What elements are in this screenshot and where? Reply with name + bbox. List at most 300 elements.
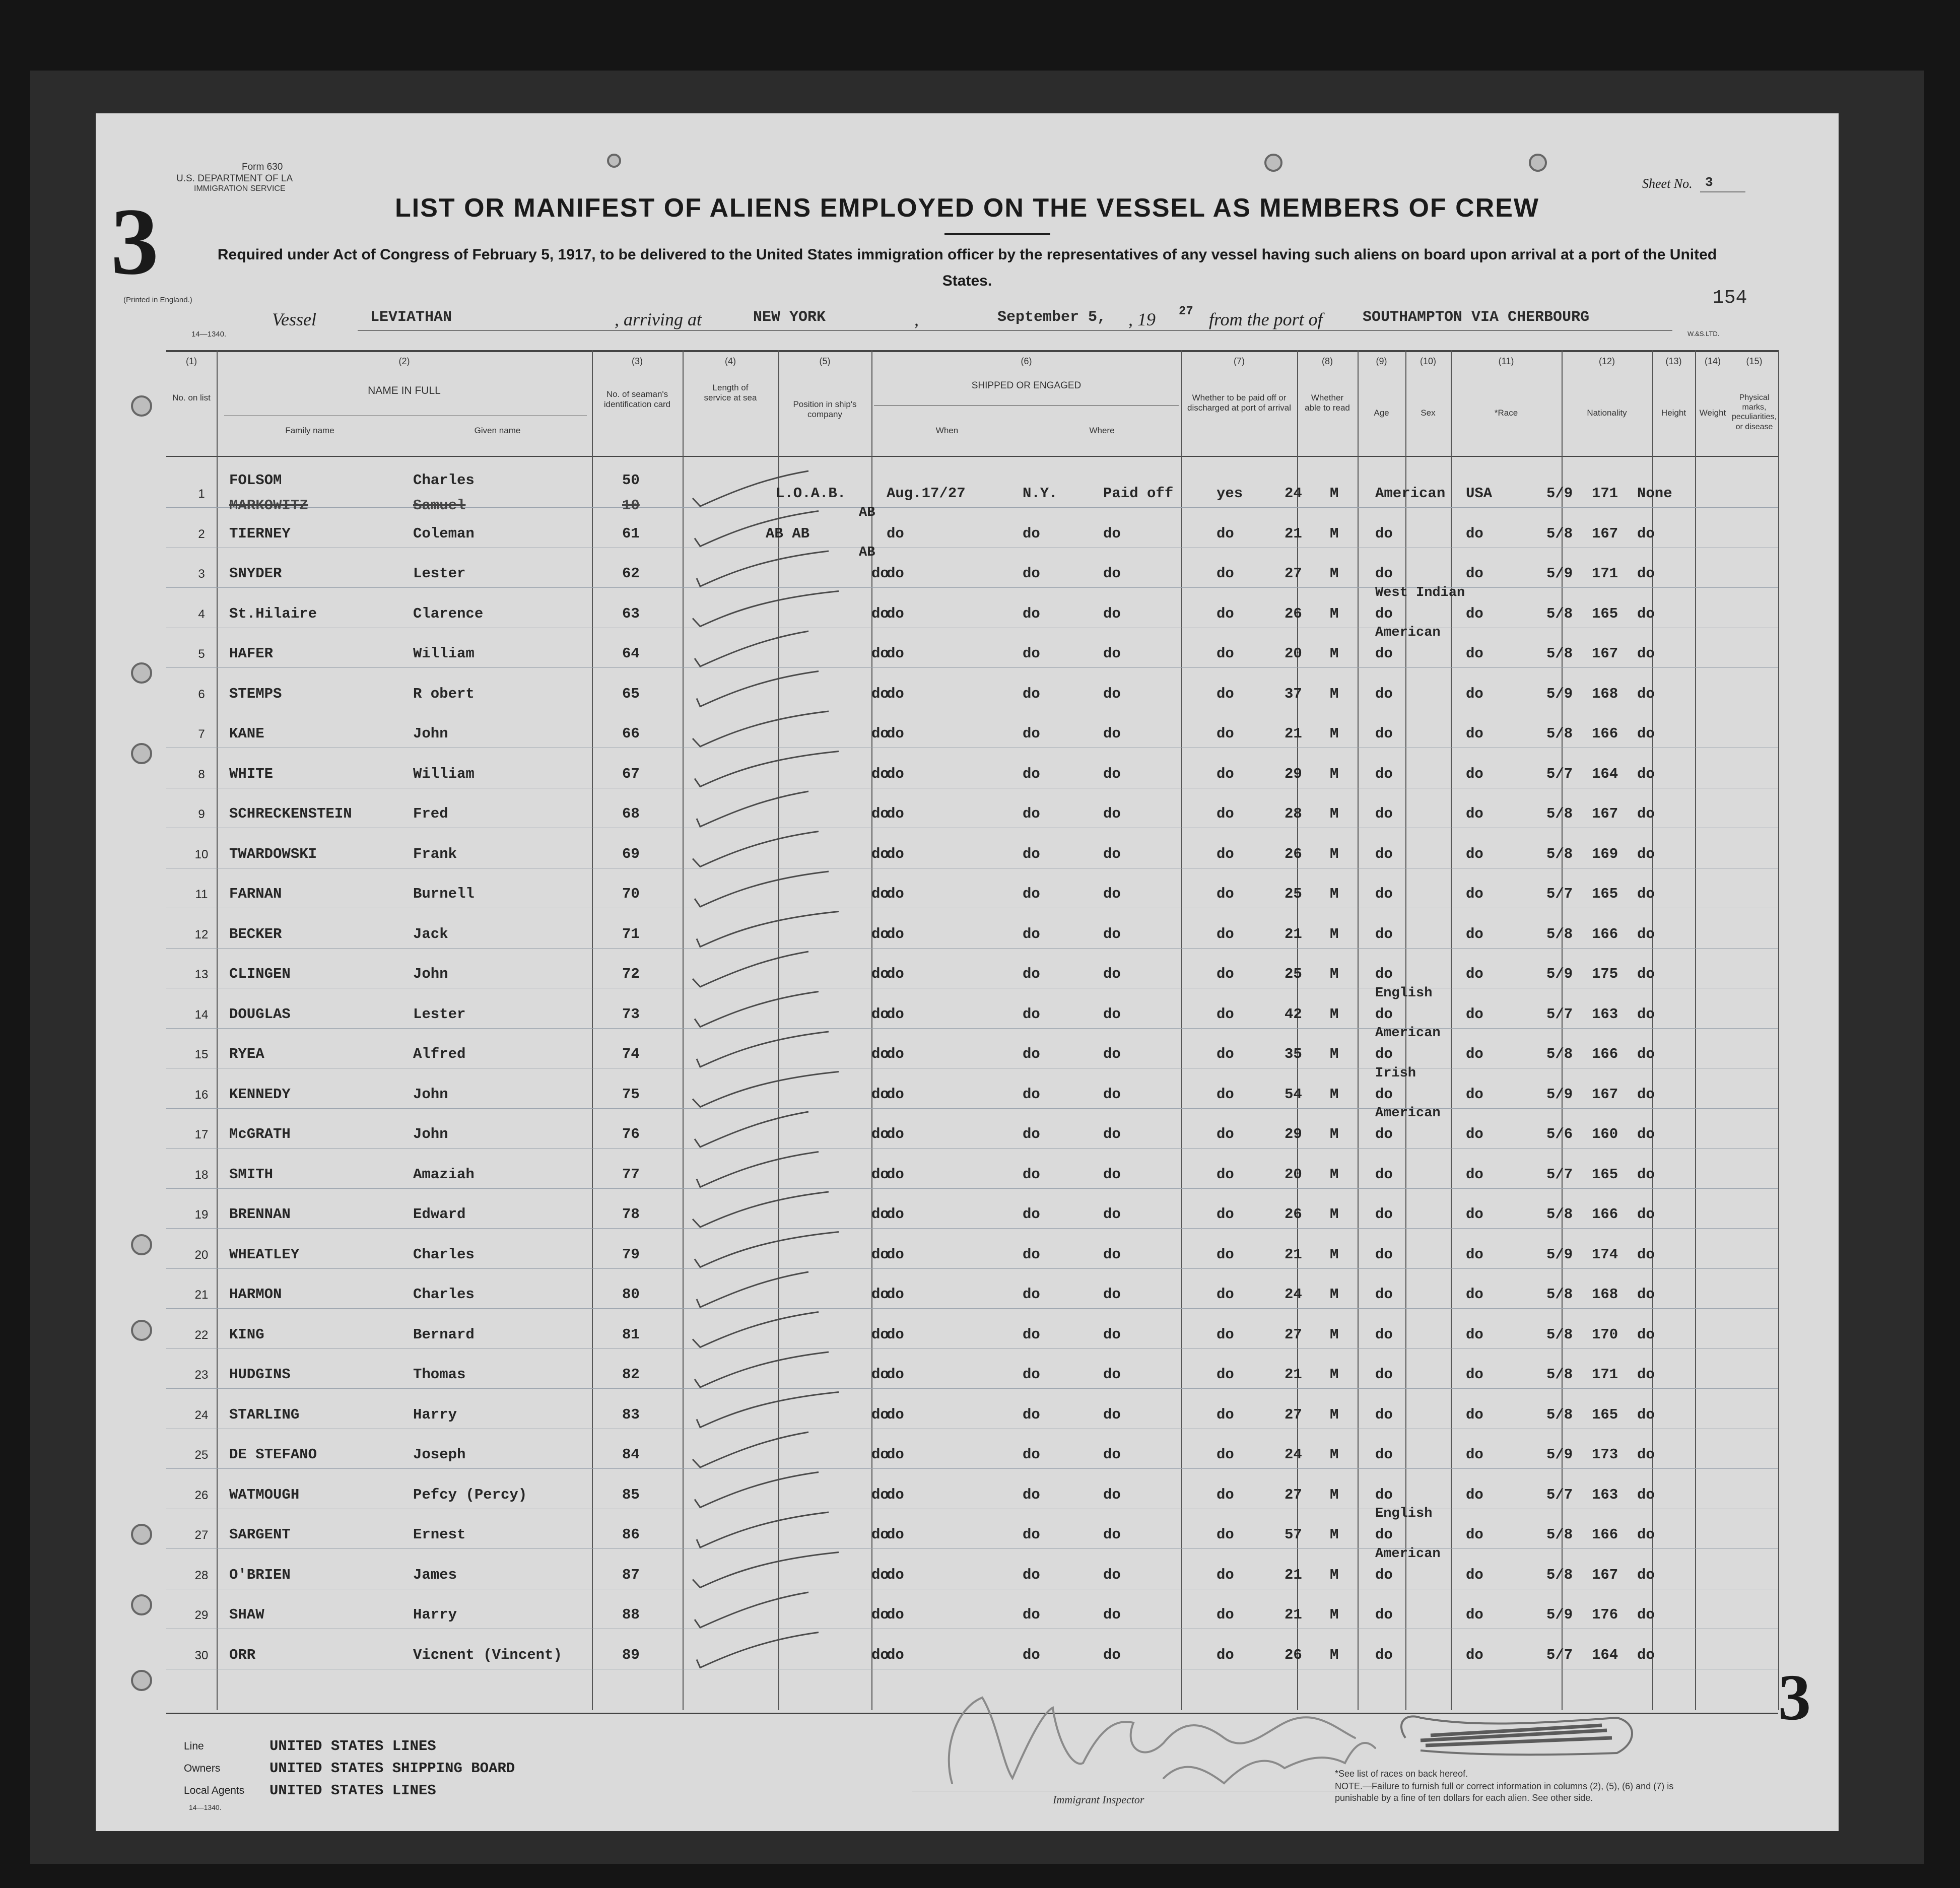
cell-id-card: 87 bbox=[622, 1566, 640, 1583]
vessel-label: Vessel bbox=[272, 309, 316, 329]
cell-position: do bbox=[871, 1046, 889, 1062]
cell-position: do bbox=[871, 565, 889, 582]
cell-no: 4 bbox=[198, 607, 205, 621]
cell-when: do bbox=[887, 1286, 904, 1303]
cell-paid-off: do bbox=[1103, 845, 1121, 862]
cell-no: 24 bbox=[194, 1408, 209, 1422]
cell-where: do bbox=[1023, 725, 1040, 742]
print-code: 14—1340. bbox=[191, 330, 227, 339]
col-header-height: Height bbox=[1661, 408, 1686, 418]
cell-family-name: STARLING bbox=[229, 1406, 300, 1423]
cell-marks: do bbox=[1637, 1286, 1655, 1303]
cell-position: do bbox=[871, 725, 889, 742]
row-rule bbox=[166, 1228, 1778, 1229]
cell-nationality: do bbox=[1466, 1646, 1483, 1663]
comma: , bbox=[914, 309, 919, 329]
check-mark bbox=[693, 1432, 808, 1467]
cell-marks: do bbox=[1637, 1606, 1655, 1623]
cell-position: do bbox=[871, 1366, 889, 1383]
cell-age: 21 bbox=[1285, 1606, 1302, 1623]
cell-marks: do bbox=[1637, 845, 1655, 862]
sheet-number-rule bbox=[1700, 191, 1745, 192]
cell-when: do bbox=[887, 565, 904, 582]
cell-no: 20 bbox=[194, 1248, 209, 1262]
cell-race: do bbox=[1375, 645, 1393, 662]
cell-nationality: do bbox=[1466, 966, 1483, 982]
cell-marks: do bbox=[1637, 1046, 1655, 1062]
cell-weight: 169 bbox=[1592, 845, 1618, 862]
punch-hole bbox=[131, 1670, 152, 1691]
year-suffix: 27 bbox=[1179, 305, 1193, 318]
cell-paid-off: do bbox=[1103, 925, 1121, 942]
cell-position: do bbox=[871, 1446, 889, 1463]
cell-no: 1 bbox=[198, 487, 205, 501]
cell-race: do bbox=[1375, 525, 1393, 542]
cell-read: do bbox=[1216, 1326, 1234, 1343]
col-num: (2) bbox=[398, 356, 410, 366]
cell-sex: M bbox=[1330, 1166, 1339, 1183]
cell-no: 18 bbox=[194, 1168, 209, 1182]
row-rule bbox=[166, 1188, 1778, 1189]
cell-read: do bbox=[1216, 685, 1234, 702]
cell-nationality: do bbox=[1466, 605, 1483, 622]
cell-nationality: do bbox=[1466, 925, 1483, 942]
check-mark bbox=[697, 1272, 808, 1307]
cell-age: 24 bbox=[1285, 1446, 1302, 1463]
cell-id-card: 64 bbox=[622, 645, 640, 662]
cell-race: do bbox=[1375, 886, 1393, 902]
col-num: (13) bbox=[1665, 356, 1682, 366]
cell-where: do bbox=[1023, 1086, 1040, 1103]
punch-hole bbox=[1264, 154, 1282, 172]
cell-read: do bbox=[1216, 1646, 1234, 1663]
col-divider bbox=[217, 350, 218, 1710]
cell-nationality: do bbox=[1466, 1326, 1483, 1343]
cell-paid-off: do bbox=[1103, 1246, 1121, 1263]
cell-sex: M bbox=[1330, 1126, 1339, 1142]
cell-paid-off: do bbox=[1103, 685, 1121, 702]
row-rule bbox=[166, 1028, 1778, 1029]
cell-height: 5/7 bbox=[1546, 1486, 1573, 1503]
cell-id-card: 84 bbox=[622, 1446, 640, 1463]
cell-height: 5/8 bbox=[1546, 605, 1573, 622]
cell-marks: do bbox=[1637, 966, 1655, 982]
cell-no: 2 bbox=[198, 527, 205, 541]
cell-position-annotation: AB bbox=[859, 505, 875, 520]
cell-where: do bbox=[1023, 765, 1040, 782]
cell-family-name: BRENNAN bbox=[229, 1206, 291, 1223]
penalty-note: NOTE.—Failure to furnish full or correct information in columns (2), (5), (6) and (7) is punishable by a fine of ten dollars for each alien. See other side. bbox=[1335, 1781, 1674, 1803]
cell-where: do bbox=[1023, 1446, 1040, 1463]
cell-weight: 166 bbox=[1592, 925, 1618, 942]
cell-age: 26 bbox=[1285, 1646, 1302, 1663]
cell-paid-off: do bbox=[1103, 805, 1121, 822]
cell-when: do bbox=[887, 1446, 904, 1463]
sheet-label: Sheet No. bbox=[1642, 176, 1693, 191]
check-mark bbox=[697, 1633, 819, 1668]
form-number: Form 630 bbox=[242, 162, 283, 172]
cell-when: do bbox=[887, 725, 904, 742]
cell-paid-off: do bbox=[1103, 765, 1121, 782]
cell-weight: 171 bbox=[1592, 485, 1618, 502]
vessel-name: LEVIATHAN bbox=[370, 309, 452, 326]
cell-read: do bbox=[1216, 1446, 1234, 1463]
cell-age: 27 bbox=[1285, 1326, 1302, 1343]
arriving-label: , arriving at bbox=[615, 309, 702, 329]
cell-position: do bbox=[871, 1246, 889, 1263]
check-mark bbox=[695, 1352, 829, 1387]
cell-sex: M bbox=[1330, 1446, 1339, 1463]
cell-given-name: Lester bbox=[413, 565, 466, 582]
check-mark bbox=[693, 832, 819, 867]
cell-age: 27 bbox=[1285, 565, 1302, 582]
cell-when: do bbox=[887, 1526, 904, 1543]
cell-race-annotation: American bbox=[1375, 625, 1441, 640]
cell-given-name: R obert bbox=[413, 685, 475, 702]
cell-id-card: 72 bbox=[622, 966, 640, 982]
cell-when: do bbox=[887, 605, 904, 622]
cell-given-name: James bbox=[413, 1566, 457, 1583]
cell-family-name: KENNEDY bbox=[229, 1086, 291, 1103]
col-num: (8) bbox=[1322, 356, 1333, 366]
cell-family-name: DOUGLAS bbox=[229, 1005, 291, 1023]
cell-read: do bbox=[1216, 1005, 1234, 1023]
cell-height: 5/9 bbox=[1546, 966, 1573, 982]
cell-paid-off: do bbox=[1103, 1446, 1121, 1463]
cell-age: 28 bbox=[1285, 805, 1302, 822]
cell-given-name: Harry bbox=[413, 1406, 457, 1423]
punch-hole bbox=[131, 1594, 152, 1615]
cell-age: 21 bbox=[1285, 1566, 1302, 1583]
cell-height: 5/9 bbox=[1546, 485, 1573, 502]
arrival-date: September 5, bbox=[997, 309, 1107, 326]
check-mark bbox=[693, 471, 808, 506]
cell-position-annotation: AB bbox=[859, 545, 875, 560]
col-num: (9) bbox=[1376, 356, 1387, 366]
cell-no: 15 bbox=[194, 1048, 209, 1061]
cell-read: do bbox=[1216, 1606, 1234, 1623]
cell-race: do bbox=[1375, 1086, 1393, 1103]
cell-nationality: do bbox=[1466, 645, 1483, 662]
page-number: 154 bbox=[1713, 287, 1747, 309]
col-divider bbox=[1451, 350, 1452, 1710]
check-mark bbox=[697, 912, 839, 947]
cell-when: do bbox=[887, 1086, 904, 1103]
cell-sex: M bbox=[1330, 1646, 1339, 1663]
cell-nationality: do bbox=[1466, 1126, 1483, 1142]
cell-family-name: STEMPS bbox=[229, 685, 282, 702]
cell-family-name: HARMON bbox=[229, 1286, 282, 1303]
col-num: (5) bbox=[819, 356, 831, 366]
cell-family-name: O'BRIEN bbox=[229, 1566, 291, 1583]
cell-height: 5/9 bbox=[1546, 1086, 1573, 1103]
cell-read: do bbox=[1216, 1166, 1234, 1183]
cell-weight: 171 bbox=[1592, 1366, 1618, 1383]
cell-read: do bbox=[1216, 886, 1234, 902]
cell-sex: M bbox=[1330, 685, 1339, 702]
cell-age: 54 bbox=[1285, 1086, 1302, 1103]
cell-read: do bbox=[1216, 765, 1234, 782]
cell-race: do bbox=[1375, 1046, 1393, 1062]
cell-height: 5/8 bbox=[1546, 925, 1573, 942]
cell-where: do bbox=[1023, 565, 1040, 582]
service: IMMIGRATION SERVICE bbox=[194, 184, 286, 193]
cell-marks: do bbox=[1637, 1166, 1655, 1183]
cell-id-card: 80 bbox=[622, 1286, 640, 1303]
cell-family-name: WHEATLEY bbox=[229, 1246, 300, 1263]
cell-race: do bbox=[1375, 966, 1393, 982]
cell-read: do bbox=[1216, 525, 1234, 542]
cell-when: do bbox=[887, 765, 904, 782]
cell-paid-off: do bbox=[1103, 645, 1121, 662]
cell-weight: 165 bbox=[1592, 1406, 1618, 1423]
cell-position: do bbox=[871, 845, 889, 862]
cell-read: do bbox=[1216, 565, 1234, 582]
cell-marks: do bbox=[1637, 525, 1655, 542]
cell-position: do bbox=[871, 645, 889, 662]
row-rule bbox=[166, 1148, 1778, 1149]
cell-family-name: BECKER bbox=[229, 925, 282, 942]
col-num: (4) bbox=[725, 356, 736, 366]
title-rule bbox=[944, 233, 1050, 235]
cell-position: L.O.A.B. bbox=[776, 485, 846, 502]
col-header-weight: Weight bbox=[1699, 408, 1726, 418]
from-label: from the port of bbox=[1209, 309, 1323, 329]
cell-sex: M bbox=[1330, 1366, 1339, 1383]
col-divider bbox=[1358, 350, 1359, 1710]
cell-paid-off: do bbox=[1103, 525, 1121, 542]
cell-when: do bbox=[887, 645, 904, 662]
cell-when: do bbox=[887, 1126, 904, 1142]
cell-age: 24 bbox=[1285, 485, 1302, 502]
cell-age: 21 bbox=[1285, 1366, 1302, 1383]
service-check-marks bbox=[683, 461, 884, 1720]
cell-no: 25 bbox=[194, 1448, 209, 1462]
cell-height: 5/9 bbox=[1546, 685, 1573, 702]
cell-given-name: Alfred bbox=[413, 1046, 466, 1062]
subtitle: Required under Act of Congress of February 5, 1917, to be delivered to the United States immigration officer by the representatives of any vessel having such aliens on board upon arrival at a port of the United States. bbox=[217, 246, 1717, 289]
check-mark bbox=[697, 551, 829, 586]
cell-nationality: do bbox=[1466, 1446, 1483, 1463]
cell-nationality: do bbox=[1466, 1166, 1483, 1183]
cell-family-name: RYEA bbox=[229, 1046, 264, 1062]
cell-age: 21 bbox=[1285, 525, 1302, 542]
cell-nationality: do bbox=[1466, 1286, 1483, 1303]
cell-given-name: Lester bbox=[413, 1005, 466, 1023]
punch-hole bbox=[131, 1320, 152, 1341]
cell-nationality: do bbox=[1466, 1526, 1483, 1543]
cell-weight: 164 bbox=[1592, 765, 1618, 782]
col-header-marks: Physical marks, peculiarities, or disease bbox=[1732, 393, 1777, 431]
punch-hole bbox=[131, 395, 152, 417]
cell-paid-off: do bbox=[1103, 1005, 1121, 1023]
punch-hole bbox=[131, 743, 152, 764]
cell-height: 5/9 bbox=[1546, 1246, 1573, 1263]
cell-given-name: Thomas bbox=[413, 1366, 466, 1383]
cell-family-struck: MARKOWITZ bbox=[229, 497, 308, 514]
cell-no: 6 bbox=[198, 687, 205, 701]
cell-where: do bbox=[1023, 966, 1040, 982]
cell-sex: M bbox=[1330, 765, 1339, 782]
col-header-position: Position in ship's company bbox=[793, 399, 857, 420]
cell-weight: 163 bbox=[1592, 1486, 1618, 1503]
cell-nationality: USA bbox=[1466, 485, 1493, 502]
check-mark bbox=[693, 1312, 819, 1347]
cell-no: 5 bbox=[198, 647, 205, 661]
cell-marks: do bbox=[1637, 886, 1655, 902]
col-divider bbox=[1695, 350, 1696, 1710]
cell-no: 10 bbox=[194, 847, 209, 861]
races-note: *See list of races on back hereof. bbox=[1335, 1769, 1468, 1779]
cell-sex: M bbox=[1330, 1246, 1339, 1263]
check-mark bbox=[693, 952, 808, 987]
col-num: (7) bbox=[1234, 356, 1245, 366]
cell-no: 7 bbox=[198, 727, 205, 741]
cell-when: do bbox=[887, 886, 904, 902]
cell-when: do bbox=[887, 1366, 904, 1383]
cell-position: do bbox=[871, 1286, 889, 1303]
cell-race: do bbox=[1375, 1286, 1393, 1303]
col-header-sex: Sex bbox=[1421, 408, 1436, 418]
cell-sex: M bbox=[1330, 645, 1339, 662]
cell-paid-off: do bbox=[1103, 1326, 1121, 1343]
cell-marks: do bbox=[1637, 1206, 1655, 1223]
cell-sex: M bbox=[1330, 725, 1339, 742]
cell-height: 5/8 bbox=[1546, 805, 1573, 822]
cell-id-card: 79 bbox=[622, 1246, 640, 1263]
cell-when: do bbox=[887, 1646, 904, 1663]
col-num: (15) bbox=[1746, 356, 1763, 366]
cell-marks: do bbox=[1637, 1646, 1655, 1663]
cell-paid-off: do bbox=[1103, 1206, 1121, 1223]
col-header-name: NAME IN FULL bbox=[368, 385, 441, 396]
cell-no: 19 bbox=[194, 1208, 209, 1222]
cell-given-name: Charles bbox=[413, 1246, 475, 1263]
cell-given-name: Coleman bbox=[413, 525, 475, 542]
cell-weight: 166 bbox=[1592, 1526, 1618, 1543]
cell-given-name: Joseph bbox=[413, 1446, 466, 1463]
owners-label: Owners bbox=[184, 1763, 221, 1774]
cell-read: do bbox=[1216, 1206, 1234, 1223]
cell-age: 26 bbox=[1285, 1206, 1302, 1223]
cell-height: 5/8 bbox=[1546, 1406, 1573, 1423]
col-header-length: Length of service at sea bbox=[704, 383, 757, 403]
cell-height: 5/9 bbox=[1546, 1446, 1573, 1463]
footer-big-sheet-number: 3 bbox=[1778, 1661, 1811, 1734]
cell-read: do bbox=[1216, 845, 1234, 862]
cell-read: do bbox=[1216, 1046, 1234, 1062]
cell-sex: M bbox=[1330, 1406, 1339, 1423]
cell-sex: M bbox=[1330, 886, 1339, 902]
cell-height: 5/8 bbox=[1546, 645, 1573, 662]
cell-weight: 175 bbox=[1592, 966, 1618, 982]
cell-sex: M bbox=[1330, 1086, 1339, 1103]
cell-paid-off: do bbox=[1103, 725, 1121, 742]
cell-paid-off: Paid off bbox=[1103, 485, 1174, 502]
cell-id-card: 70 bbox=[622, 886, 640, 902]
cell-age: 29 bbox=[1285, 1126, 1302, 1142]
cell-family-name: HUDGINS bbox=[229, 1366, 291, 1383]
cell-nationality: do bbox=[1466, 1206, 1483, 1223]
cell-weight: 168 bbox=[1592, 1286, 1618, 1303]
cell-given-name: Harry bbox=[413, 1606, 457, 1623]
cell-given-name: Jack bbox=[413, 925, 448, 942]
cell-where: do bbox=[1023, 1406, 1040, 1423]
cell-given-name: Amaziah bbox=[413, 1166, 475, 1183]
cell-race-annotation: Irish bbox=[1375, 1065, 1416, 1081]
cell-read: do bbox=[1216, 1406, 1234, 1423]
cell-age: 57 bbox=[1285, 1526, 1302, 1543]
col-divider bbox=[1181, 350, 1182, 1710]
cell-where: do bbox=[1023, 1246, 1040, 1263]
cell-where: do bbox=[1023, 1326, 1040, 1343]
col-num: (1) bbox=[186, 356, 197, 366]
cell-marks: do bbox=[1637, 1086, 1655, 1103]
cell-read: do bbox=[1216, 805, 1234, 822]
cell-age: 35 bbox=[1285, 1046, 1302, 1062]
cell-marks: do bbox=[1637, 1126, 1655, 1142]
cell-id-card: 77 bbox=[622, 1166, 640, 1183]
cell-given-name: Edward bbox=[413, 1206, 466, 1223]
footer-values bbox=[269, 1735, 515, 1802]
cell-id-card: 61 bbox=[622, 525, 640, 542]
cell-marks: do bbox=[1637, 1446, 1655, 1463]
cell-marks: do bbox=[1637, 605, 1655, 622]
cell-given-name: John bbox=[413, 1086, 448, 1103]
cell-when: do bbox=[887, 845, 904, 862]
cell-no: 23 bbox=[194, 1368, 209, 1382]
cell-age: 25 bbox=[1285, 886, 1302, 902]
row-rule bbox=[166, 1268, 1778, 1269]
cell-family-name: KANE bbox=[229, 725, 264, 742]
cell-id-card: 71 bbox=[622, 925, 640, 942]
cell-no: 3 bbox=[198, 567, 205, 581]
sheet-number: 3 bbox=[1705, 175, 1713, 190]
cell-nationality: do bbox=[1466, 525, 1483, 542]
cell-sex: M bbox=[1330, 1606, 1339, 1623]
table-top-rule bbox=[166, 350, 1778, 352]
cell-where: do bbox=[1023, 1566, 1040, 1583]
cell-marks: None bbox=[1637, 485, 1672, 502]
cell-id-card: 75 bbox=[622, 1086, 640, 1103]
printed-in: (Printed in England.) bbox=[123, 296, 192, 304]
cell-when: do bbox=[887, 1206, 904, 1223]
cell-given-struck: Samuel bbox=[413, 497, 466, 514]
punch-hole bbox=[131, 1234, 152, 1255]
check-mark bbox=[693, 1553, 839, 1588]
cell-given-name: John bbox=[413, 1126, 448, 1142]
cell-race: do bbox=[1375, 1606, 1393, 1623]
cell-marks: do bbox=[1637, 1005, 1655, 1023]
cell-race-annotation: American bbox=[1375, 1106, 1441, 1121]
cell-weight: 163 bbox=[1592, 1005, 1618, 1023]
cell-nationality: do bbox=[1466, 1086, 1483, 1103]
cell-marks: do bbox=[1637, 925, 1655, 942]
check-mark bbox=[695, 871, 829, 907]
cell-paid-off: do bbox=[1103, 1526, 1121, 1543]
cell-position: do bbox=[871, 1326, 889, 1343]
cell-read: do bbox=[1216, 1286, 1234, 1303]
cell-where: do bbox=[1023, 1286, 1040, 1303]
cell-height: 5/8 bbox=[1546, 845, 1573, 862]
cell-position: do bbox=[871, 1406, 889, 1423]
cell-marks: do bbox=[1637, 1406, 1655, 1423]
cell-nationality: do bbox=[1466, 765, 1483, 782]
cell-position: do bbox=[871, 1206, 889, 1223]
cell-nationality: do bbox=[1466, 565, 1483, 582]
line-label: Line bbox=[184, 1740, 204, 1752]
inspector-signature bbox=[922, 1667, 1738, 1798]
